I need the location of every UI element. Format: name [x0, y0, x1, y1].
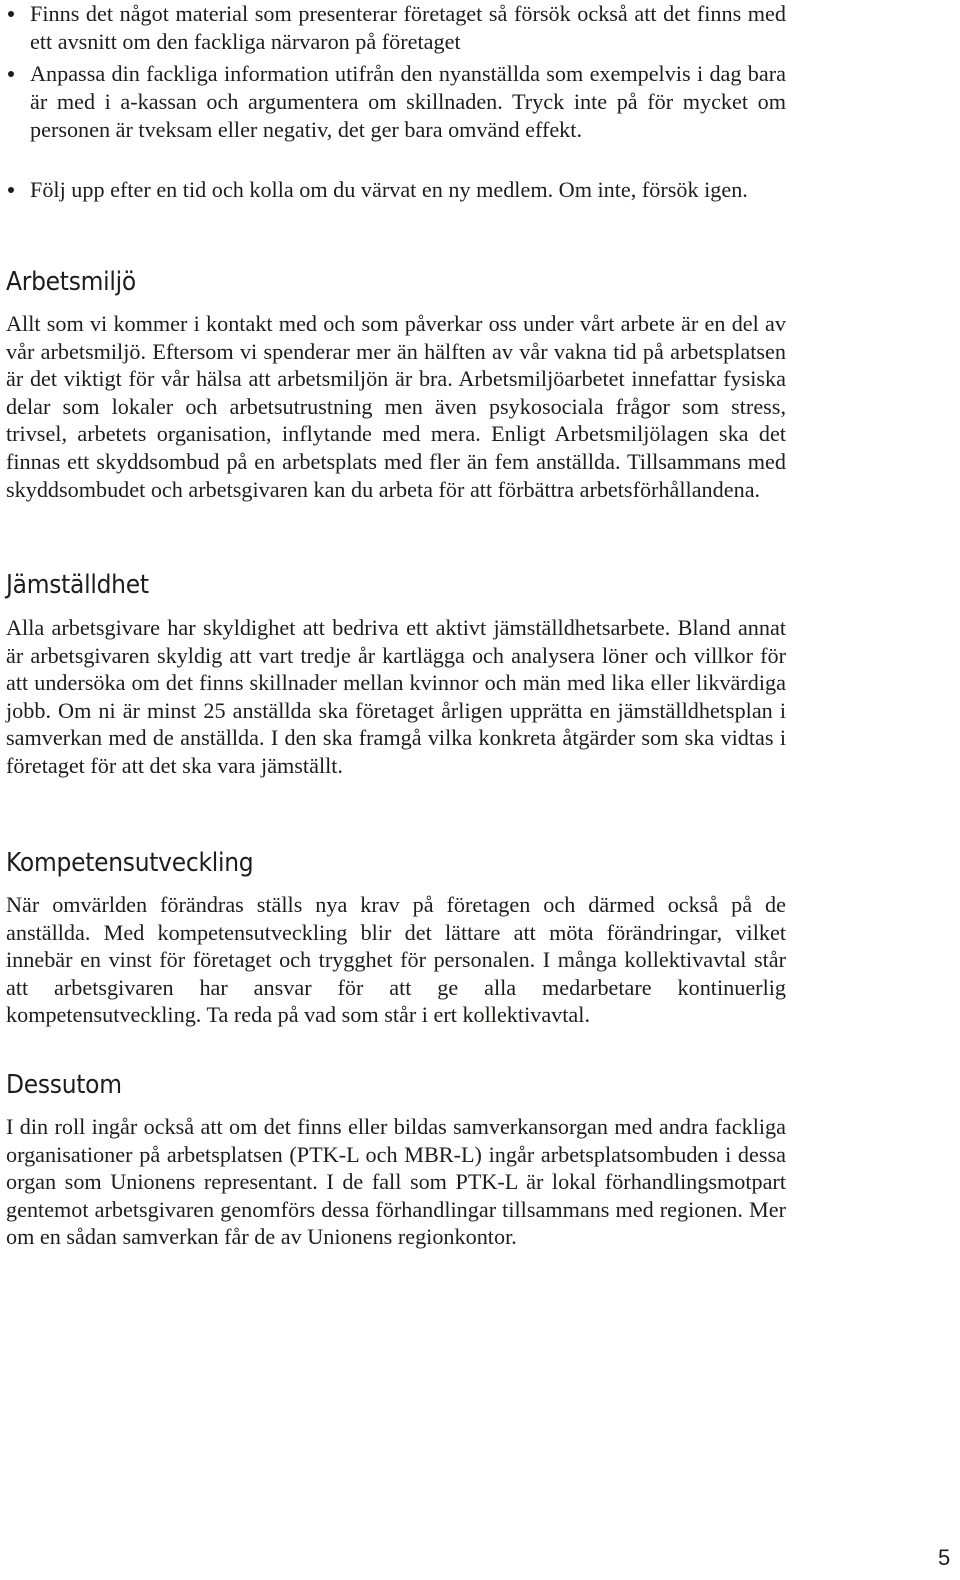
bullet-dot-icon — [8, 11, 14, 17]
bullet-text: Anpassa din fackliga information utifrån den nyanställda som exempelvis i dag bara är med i a-kassan och argumentera om skillnaden. Tryck inte på för mycket om personen är tveksam eller negativ, det ger bara omvänd effekt. — [30, 61, 786, 142]
bullet-item — [6, 0, 786, 56]
section-body-jamstalldhet: Alla arbetsgivare har skyldighet att bedriva ett aktivt jämställdhetsarbete. Bland annat är arbetsgivaren skyldig att vart tredje år kartlägga och analysera löner och villkor för att undersöka om det finns skillnader mellan kvinnor och män med lika eller likvärdiga jobb. Om ni är minst 25 anställda ska företaget årligen upprätta en jämställdhetsplan i samverkan med de anställda. I den ska framgå vilka konkreta åtgärder som ska vidtas i företaget för att det ska vara jämställt. — [6, 615, 786, 778]
bullet-item — [6, 176, 786, 204]
section-heading-dessutom: Dessutom — [6, 1070, 122, 1100]
page-number: 5 — [938, 1545, 951, 1570]
bullet-item — [6, 60, 786, 144]
section-body-arbetsmiljo: Allt som vi kommer i kontakt med och som påverkar oss under vårt arbete är en del av vår arbetsmiljö. Eftersom vi spenderar mer än hälften av vår vakna tid på arbetsplatsen är det viktigt för vår hälsa att arbetsmiljön är bra. Arbetsmiljöarbetet innefattar fysiska delar som lokaler och arbetsutrustning men även psykosociala frågor som stress, trivsel, arbetets organisation, inflytande med mera. Enligt Arbetsmiljölagen ska det finnas ett skyddsombud på en arbetsplats med fler än fem anställda. Tillsammans med skyddsombudet och arbetsgivaren kan du arbeta för att förbättra arbetsförhållandena. — [6, 311, 786, 502]
bullet-text: Finns det något material som presenterar företaget så försök också att det finns med ett avsnitt om den fackliga närvaron på företaget — [30, 1, 786, 54]
section-body-kompetensutveckling: När omvärlden förändras ställs nya krav på företagen och därmed också på de anställda. Med kompetensutveckling blir det lättare att möta förändringar, vilket innebär en vinst för företaget och trygghet för personalen. I många kollektivavtal står att arbetsgivaren har ansvar för att ge alla medarbetare kontinuerlig kompetensutveckling. Ta reda på vad som står i ert kollektivavtal. — [6, 892, 786, 1028]
section-heading-arbetsmiljo: Arbetsmiljö — [6, 267, 136, 297]
bullet-dot-icon — [8, 187, 14, 193]
bullet-text: Följ upp efter en tid och kolla om du värvat en ny medlem. Om inte, försök igen. — [30, 177, 748, 202]
section-heading-kompetensutveckling: Kompetensutveckling — [6, 848, 254, 878]
section-body-dessutom: I din roll ingår också att om det finns eller bildas samverkansorgan med andra fackliga organisationer på arbetsplatsen (PTK-L och MBR-L) ingår arbetsplatsombuden i dessa organ som Unionens representant. I de fall som PTK-L är lokal förhandlingsmotpart gentemot arbetsgivaren genomförs dessa förhandlingar tillsammans med regionen. Mer om en sådan samverkan får de av Unionens regionkontor. — [6, 1114, 786, 1250]
bullet-dot-icon — [8, 71, 14, 77]
section-heading-jamstalldhet: Jämställdhet — [6, 570, 149, 600]
